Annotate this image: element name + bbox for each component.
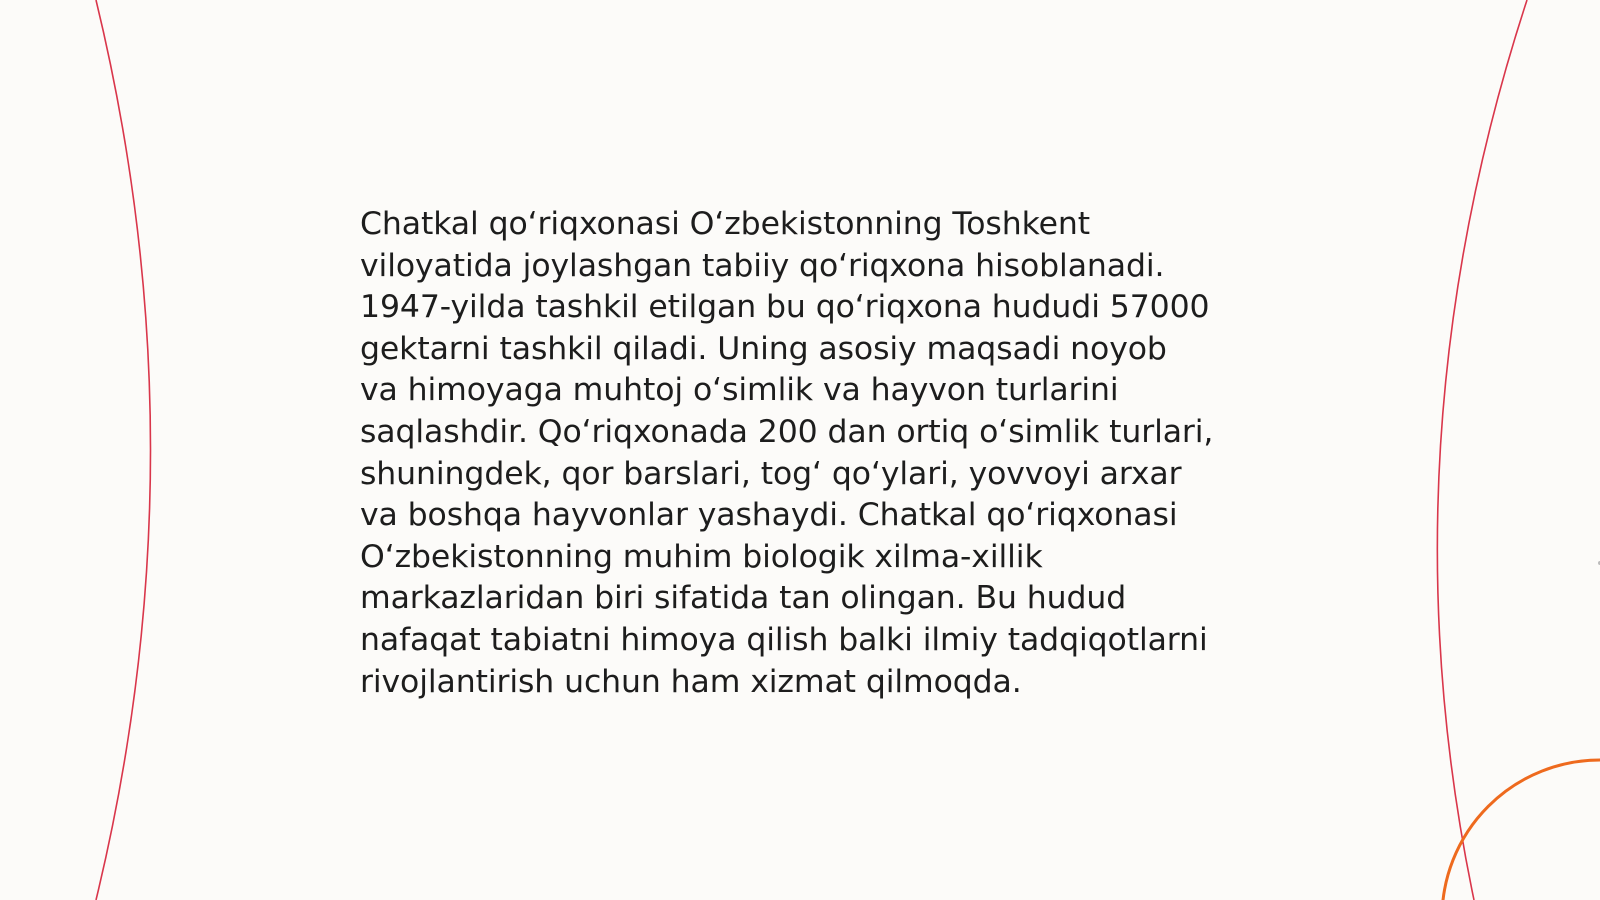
right-decorative-curve	[1437, 0, 1527, 900]
slide-body-text: Chatkal qo‘riqxonasi O‘zbekistonning Toshkent viloyatida joylashgan tabiiy qo‘riqxona hisoblanadi. 1947-yilda tashkil etilgan bu qo‘riqxona hududi 57000 gektarni tashkil qiladi. Uning asosiy maqsadi noyob va himoyaga muhtoj o‘simlik va hayvon turlarini saqlashdir. Qo‘riqxonada 200 dan ortiq o‘simlik turlari, shuningdek, qor barslari, tog‘ qo‘ylari, yovvoyi arxar va boshqa hayvonlar yashaydi. Chatkal qo‘riqxonasi O‘zbekistonning muhim biologik xilma-xillik markazlaridan biri sifatida tan olingan. Bu hudud nafaqat tabiatni himoya qilish balki ilmiy tadqiqotlarni rivojlantirish uchun ham xizmat qilmoqda.	[360, 206, 1214, 700]
left-decorative-curve	[96, 0, 151, 900]
orange-decorative-arc	[1442, 760, 1600, 900]
